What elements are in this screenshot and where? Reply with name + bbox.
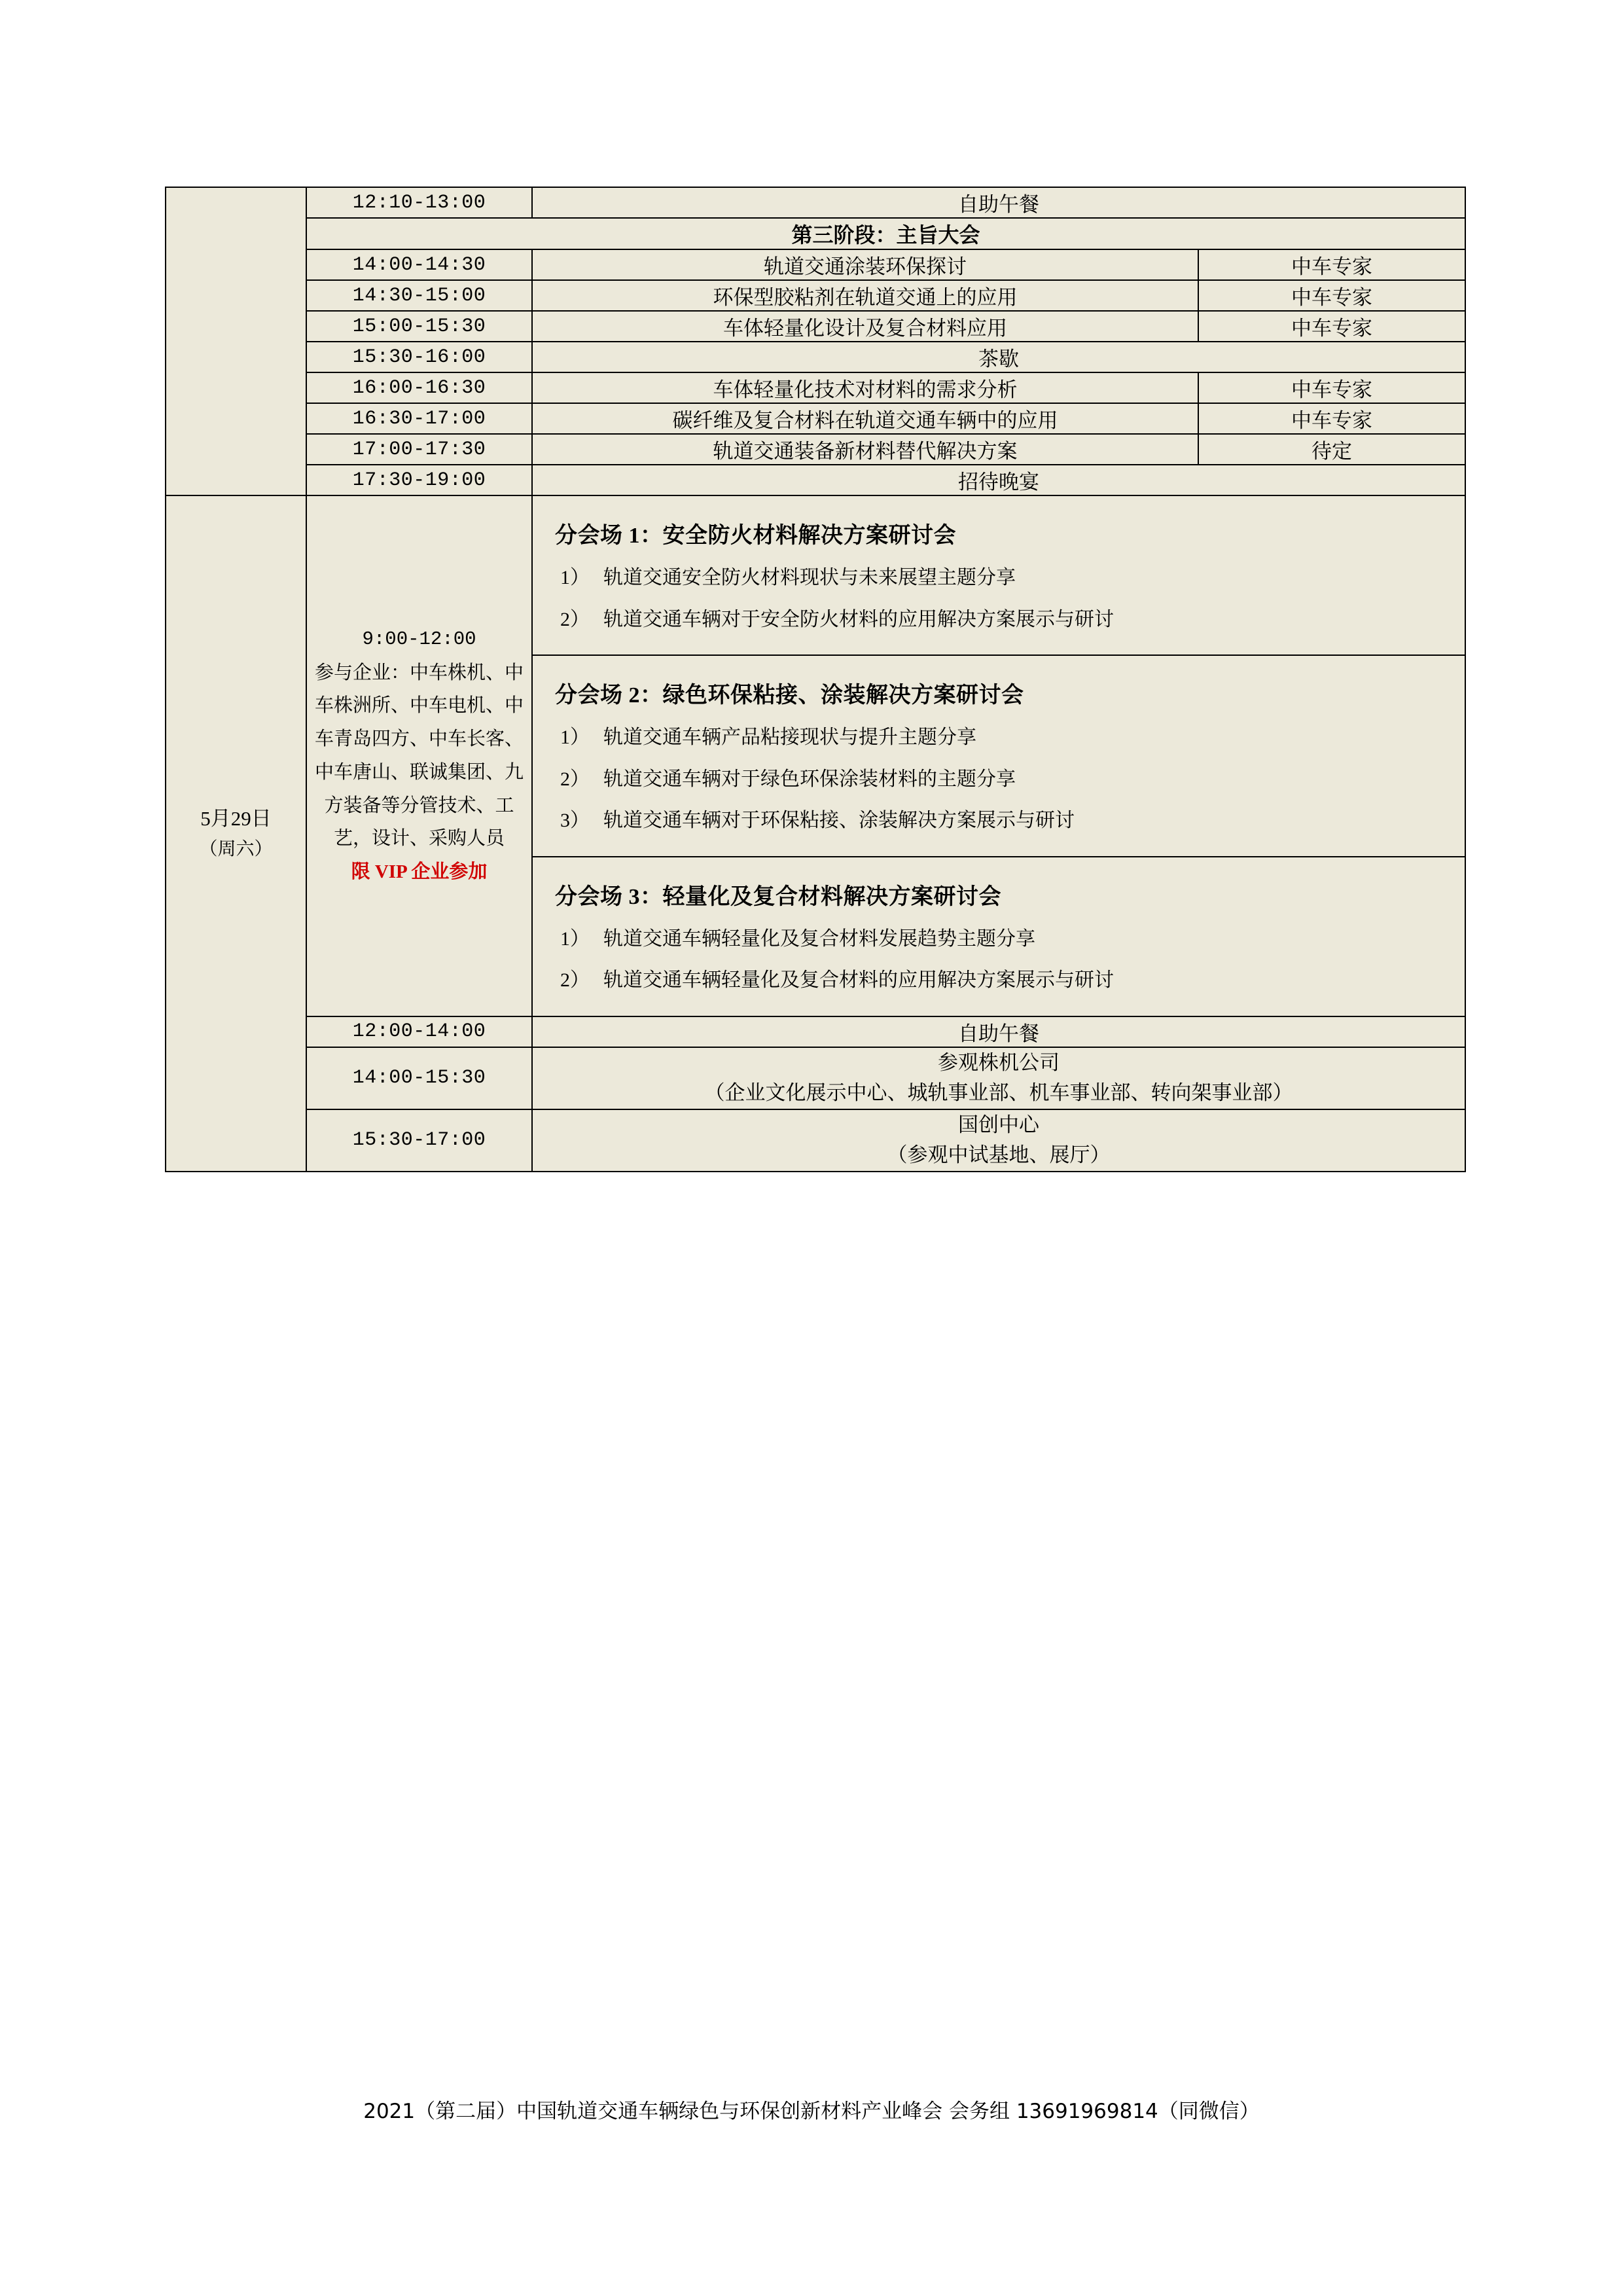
session-item	[555, 765, 1442, 794]
session-item	[555, 564, 1442, 592]
table-row	[166, 372, 1465, 403]
topic-cell: 轨道交通涂装环保探讨	[532, 249, 1198, 280]
table-row	[166, 187, 1465, 218]
activity-cell	[532, 1109, 1465, 1172]
table-row	[166, 1016, 1465, 1047]
session-item	[555, 605, 1442, 634]
activity-cell: 招待晚宴	[532, 465, 1465, 495]
table-row	[166, 403, 1465, 434]
activity-cell: 自助午餐	[532, 1016, 1465, 1047]
session-item	[555, 966, 1442, 995]
time-cell: 17:00-17:30	[306, 434, 532, 465]
time-cell: 15:30-16:00	[306, 342, 532, 372]
session-item	[555, 806, 1442, 835]
time-cell: 14:00-14:30	[306, 249, 532, 280]
day2-participants-text: 参与企业：中车株机、中车株洲所、中车电机、中车青岛四方、中车长客、中车唐山、联诚集团、九方装备等分管技术、工艺，设计、采购人员	[314, 662, 524, 850]
session-block-1	[533, 496, 1465, 656]
session-item-number: 1）	[560, 927, 590, 950]
activity-line-1: 参观株机公司	[938, 1050, 1060, 1074]
conference-schedule-table	[165, 187, 1466, 1172]
stage-header-cell: 第三阶段：主旨大会	[306, 218, 1465, 249]
schedule-table-wrapper	[165, 187, 1465, 1172]
session-item-text: 轨道交通车辆轻量化及复合材料发展趋势主题分享	[603, 927, 1035, 950]
session-title: 分会场 2：绿色环保粘接、涂装解决方案研讨会	[555, 683, 1024, 708]
session-item-text: 轨道交通车辆对于安全防火材料的应用解决方案展示与研讨	[603, 608, 1114, 630]
speaker-cell: 中车专家	[1198, 249, 1465, 280]
session-item-text: 轨道交通车辆对于绿色环保涂装材料的主题分享	[603, 768, 1016, 790]
speaker-cell: 待定	[1198, 434, 1465, 465]
time-cell: 15:30-17:00	[306, 1109, 532, 1172]
session-title: 分会场 1：安全防火材料解决方案研讨会	[555, 524, 956, 548]
topic-cell: 车体轻量化技术对材料的需求分析	[532, 372, 1198, 403]
session-item-text: 轨道交通安全防火材料现状与未来展望主题分享	[603, 567, 1016, 588]
day2-session-time: 9:00-12:00	[362, 628, 476, 650]
time-cell: 16:00-16:30	[306, 372, 532, 403]
speaker-cell: 中车专家	[1198, 403, 1465, 434]
activity-cell	[532, 1047, 1465, 1109]
session-item	[555, 925, 1442, 954]
session-block-2	[533, 656, 1465, 857]
day1-label-cell	[166, 187, 306, 495]
table-row	[166, 342, 1465, 372]
activity-line-2: （参观中试基地、展厅）	[887, 1143, 1111, 1166]
speaker-cell: 中车专家	[1198, 372, 1465, 403]
speaker-cell: 中车专家	[1198, 280, 1465, 311]
activity-line-2: （企业文化展示中心、城轨事业部、机车事业部、转向架事业部）	[704, 1081, 1293, 1104]
session-item-text: 轨道交通车辆轻量化及复合材料的应用解决方案展示与研讨	[603, 969, 1114, 991]
table-row	[166, 249, 1465, 280]
session-item-number: 2）	[560, 969, 590, 991]
time-cell: 17:30-19:00	[306, 465, 532, 495]
topic-cell: 轨道交通装备新材料替代解决方案	[532, 434, 1198, 465]
session-item-number: 3）	[560, 810, 590, 831]
session-item-number: 2）	[560, 608, 590, 630]
table-row	[166, 1047, 1465, 1109]
parallel-sessions-cell	[532, 495, 1465, 1016]
page-footer: 2021（第二届）中国轨道交通车辆绿色与环保创新材料产业峰会 会务组 13691969814（同微信）	[363, 2100, 1260, 2123]
session-block-3	[533, 857, 1465, 1016]
session-item-text: 轨道交通车辆对于环保粘接、涂装解决方案展示与研讨	[603, 810, 1075, 831]
speaker-cell: 中车专家	[1198, 311, 1465, 342]
table-row	[166, 434, 1465, 465]
session-item-number: 2）	[560, 768, 590, 790]
time-cell: 14:00-15:30	[306, 1047, 532, 1109]
table-row	[166, 218, 1465, 249]
session-title: 分会场 3：轻量化及复合材料解决方案研讨会	[555, 884, 1001, 909]
time-cell: 15:00-15:30	[306, 311, 532, 342]
activity-line-1: 国创中心	[958, 1113, 1039, 1136]
time-cell: 14:30-15:00	[306, 280, 532, 311]
session-item-number: 1）	[560, 726, 590, 748]
topic-cell: 环保型胶粘剂在轨道交通上的应用	[532, 280, 1198, 311]
time-cell: 12:10-13:00	[306, 187, 532, 218]
session-item	[555, 723, 1442, 752]
activity-cell: 茶歇	[532, 342, 1465, 372]
day2-weekday: （周六）	[199, 838, 273, 859]
session-item-text: 轨道交通车辆产品粘接现状与提升主题分享	[603, 726, 976, 748]
session-item-number: 1）	[560, 567, 590, 588]
table-row	[166, 1109, 1465, 1172]
table-row	[166, 311, 1465, 342]
topic-cell: 碳纤维及复合材料在轨道交通车辆中的应用	[532, 403, 1198, 434]
time-cell: 16:30-17:00	[306, 403, 532, 434]
topic-cell: 车体轻量化设计及复合材料应用	[532, 311, 1198, 342]
day2-label-cell	[166, 495, 306, 1172]
table-row	[166, 495, 1465, 1016]
day2-participants-cell	[306, 495, 532, 1016]
time-cell: 12:00-14:00	[306, 1016, 532, 1047]
vip-note: 限 VIP 企业参加	[351, 861, 488, 882]
table-row	[166, 465, 1465, 495]
activity-cell: 自助午餐	[532, 187, 1465, 218]
table-row	[166, 280, 1465, 311]
day2-date: 5月29日	[200, 807, 272, 831]
